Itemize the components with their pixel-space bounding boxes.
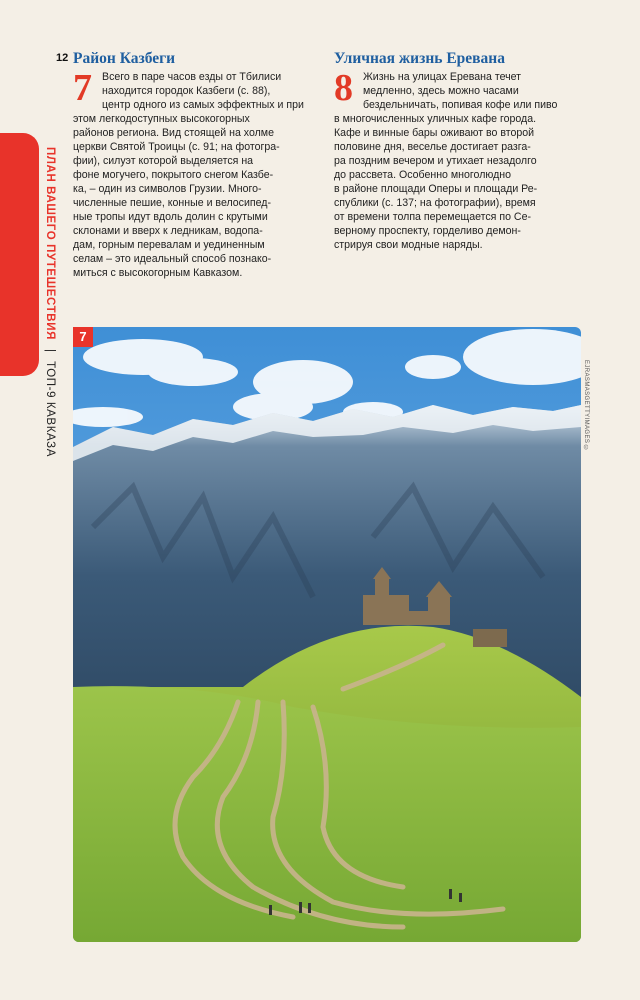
article-line: фии), силуэт которой выделяется на <box>73 155 254 167</box>
article-line: склонами и вверх к ледникам, водопа- <box>73 225 263 237</box>
landscape-photo <box>73 327 581 942</box>
article-title: Уличная жизнь Еревана <box>334 50 505 67</box>
article-line: в многочисленных уличных кафе города. <box>334 113 537 125</box>
article-line: стрируя свои модные наряды. <box>334 239 483 251</box>
article-line: миться с высокогорным Кавказом. <box>73 267 243 279</box>
article-body <box>73 67 325 280</box>
article-line: бездельничать, попивая кофе или пиво <box>363 99 558 111</box>
subsection-title: ТОП-9 КАВКАЗА <box>44 361 56 457</box>
article-line: численные пешие, конные и велосипед- <box>73 197 271 209</box>
photo-credit: EJRASMASGETTYIMAGES © <box>583 360 589 452</box>
article-title: Район Казбеги <box>73 50 176 67</box>
article-kazbegi <box>73 50 325 280</box>
article-line: ные тропы идут вдоль долин с крутыми <box>73 211 268 223</box>
article-line: Всего в паре часов езды от Тбилиси <box>102 71 282 83</box>
article-line: Жизнь на улицах Еревана течет <box>363 71 522 83</box>
section-separator: | <box>44 348 56 353</box>
article-line: от времени толпа перемещается по Се- <box>334 211 531 223</box>
article-line: в районе площади Оперы и площади Ре- <box>334 183 538 195</box>
article-line: верному проспекту, горделиво демон- <box>334 225 521 237</box>
article-line: ра поздним вечером и утихает незадолго <box>334 155 537 167</box>
article-line: спублики (с. 137; на фотографии), время <box>334 197 536 209</box>
section-tab <box>0 133 39 376</box>
article-line: центр одного из самых эффектных и при <box>102 99 304 111</box>
article-body <box>334 67 590 252</box>
article-line: церкви Святой Троицы (с. 91; на фотогра- <box>73 141 280 153</box>
article-line: селам – это идеальный способ познако- <box>73 253 272 265</box>
page-number: 12 <box>56 52 69 64</box>
article-line: дам, горным перевалам и уединенным <box>73 239 265 251</box>
article-line: Кафе и винные бары оживают во второй <box>334 127 535 139</box>
section-label <box>43 147 57 457</box>
article-line: ка, – один из символов Грузии. Много- <box>73 183 262 195</box>
article-number: 8 <box>334 67 353 109</box>
photo-number-badge: 7 <box>73 327 93 347</box>
article-line: медленно, здесь можно часами <box>363 85 519 97</box>
article-line: фоне могучего, покрытого снегом Казбе- <box>73 169 274 181</box>
article-line: находится городок Казбеги (с. 88), <box>102 85 271 97</box>
article-line: районов региона. Вид стоящей на холме <box>73 127 274 139</box>
article-line: половине дня, веселье достигает разга- <box>334 141 531 153</box>
article-yerevan <box>334 50 590 252</box>
article-line: до рассвета. Особенно многолюдно <box>334 169 512 181</box>
section-title: ПЛАН ВАШЕГО ПУТЕШЕСТВИЯ <box>44 147 56 340</box>
article-number: 7 <box>73 67 92 109</box>
article-line: этом легкодоступных высокогорных <box>73 113 250 125</box>
